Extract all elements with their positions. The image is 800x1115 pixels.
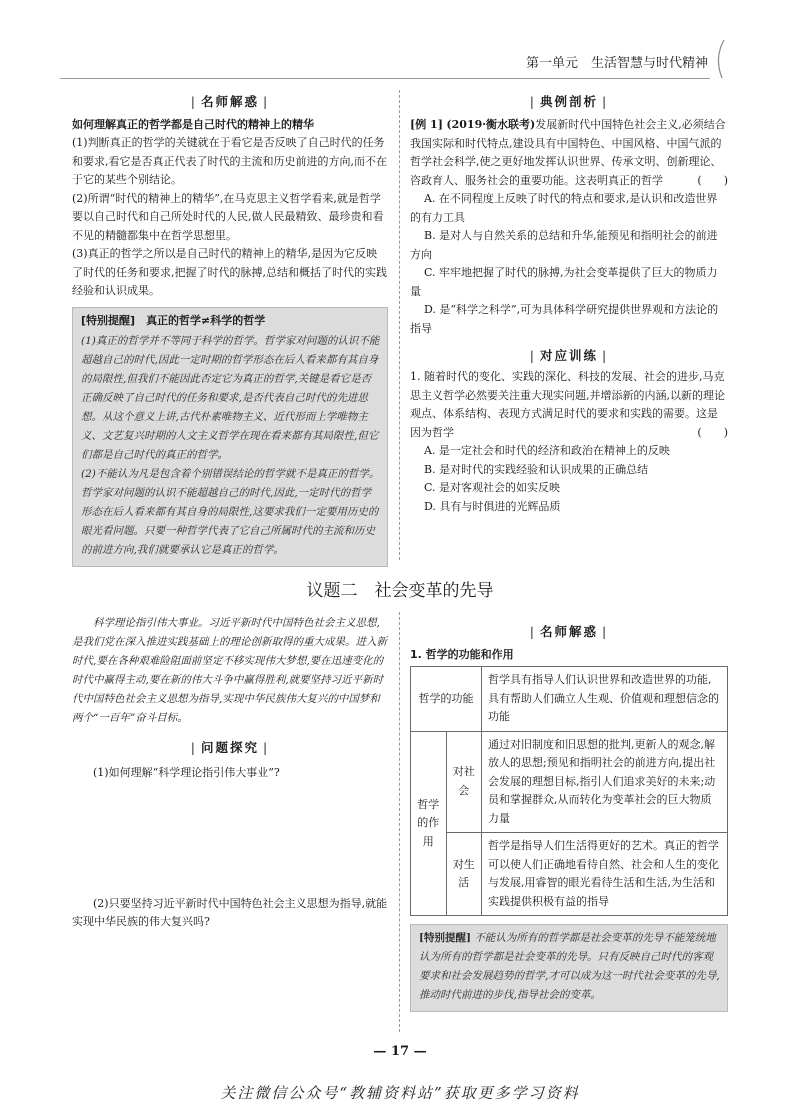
section-label: | 问题探究 |	[190, 740, 270, 755]
paragraph: (3)真正的哲学之所以是自己时代的精神上的精华,是因为它反映了时代的任务和要求,把握了时代的脉搏,总结和概括了时代的实践经验和认识成果。	[72, 247, 387, 297]
sub-text: 哲学是指导人们生活得更好的艺术。真正的哲学可以使人们正确地看待自然、社会和人生的变化与发展,用睿智的眼光看待生活和生活,为生活和实践提供积极有益的指导	[482, 833, 728, 916]
group-label: 哲学的作用	[411, 731, 447, 916]
section-label: | 名师解惑 |	[190, 94, 270, 109]
option-b: B. 是对人与自然关系的总结和升华,能预见和指明社会的前进方向	[410, 229, 718, 261]
question-heading: 如何理解真正的哲学都是自己时代的精神上的精华	[72, 118, 314, 131]
option-c: C. 是对客观社会的如实反映	[424, 481, 561, 494]
intro-paragraph: 科学理论指引伟大事业。习近平新时代中国特色社会主义思想,是我们党在深入推进实践基础上的理论创新取得的重大成果。进入新时代,要在各种艰难险阻面前坚定不移实现伟大梦想,要在迅速变化的时代中赢得主动,要在新的伟大斗争中赢得胜利,就要坚持习近平新时代中国特色社会主义思想为指导,实现中华民族伟大复兴的中国梦和两个“一百年”奋斗目标。	[72, 617, 387, 724]
option-c: C. 牢牢地把握了时代的脉搏,为社会变革提供了巨大的物质力量	[410, 266, 718, 298]
option-a: A. 是一定社会和时代的经济和政治在精神上的反映	[424, 444, 670, 457]
tip-label: [特别提醒]	[419, 932, 471, 944]
watermark: 关注微信公众号“教辅资料站”获取更多学习资料	[220, 1084, 580, 1102]
question-2: (2)只要坚持习近平新时代中国特色社会主义思想为指导,就能实现中华民族的伟大复兴吗?	[72, 896, 388, 928]
option-d: D. 是“科学之科学”,可为具体科学研究提供世界观和方法论的指导	[410, 303, 719, 335]
tip-paragraph: (1)真正的哲学并不等同于科学的哲学。哲学家对问题的认识不能超越自己的时代,因此一定时期的哲学形态在后人看来都有其自身的局限性,但我们不能因此否定它为真正的哲学,关键是看它是否正确反映了自己时代的任务和要求,是否代表自己时代的先进思想。从这个意义上讲,古代朴素唯物主义、近代形而上学唯物主义、文艺复兴时期的人文主义哲学在现在看来都有其局限性,但它们都是自己时代的真正的哲学。	[81, 334, 380, 461]
column-divider-top	[399, 90, 400, 560]
answer-paren: ( )	[697, 173, 728, 187]
option-d: D. 具有与时俱进的光辉品质	[424, 499, 561, 513]
section-label: | 名师解惑 |	[529, 624, 609, 639]
practice-stem: 1. 随着时代的变化、实践的深化、科技的发展、社会的进步,马克思主义哲学必然要关注重大现实问题,并增添新的内涵,以新的理论观点、体系结构、表现方式满足时代的要求和实践的需要。这是因为哲学 ( )	[410, 368, 728, 442]
column-divider-bottom	[399, 612, 400, 1032]
section-label: | 典例剖析 |	[529, 94, 609, 109]
table-heading: 1. 哲学的功能和作用	[410, 648, 514, 661]
sub-text: 通过对旧制度和旧思想的批判,更新人的观念,解放人的思想;预见和指明社会的前进方向,提出社会发展的理想目标,指引人们追求美好的未来;动员和掌握群众,从而转化为变革社会的巨大物质力量	[482, 731, 728, 833]
section-label: | 对应训练 |	[529, 348, 609, 363]
function-table	[410, 666, 728, 916]
option-a: A. 在不同程度上反映了时代的特点和要求,是认识和改造世界的有力工具	[410, 192, 718, 224]
special-tip-box	[72, 307, 388, 567]
special-tip-box	[410, 924, 728, 1012]
example-label: [例 1]	[410, 118, 443, 131]
paragraph: (2)所谓“时代的精神上的精华”,在马克思主义哲学看来,就是哲学要以自己时代和自己所处时代的人民,做人民最精致、最珍贵和看不见的精髓都集中在哲学思想里。	[72, 191, 384, 242]
unit-title: 第一单元 生活智慧与时代精神	[525, 56, 708, 71]
tip-paragraph: [特别提醒] 不能认为所有的哲学都是社会变革的先导不能笼统地认为所有的哲学都是社会变革的先导。只有反映自己时代的客观要求和社会发展趋势的哲学,才可以成为这一时代社会变革的先导,推动时代前进的步伐,指导社会的变革。	[419, 932, 720, 1001]
row-label: 哲学的功能	[411, 667, 482, 732]
example-stem: [例 1] (2019·衡水联考)发展新时代中国特色社会主义,必须结合我国实际和时代特点,建设具有中国特色、中国风格、中国气派的哲学社会科学,使之更好地发挥认识世界、传承文明、创新理论、咨政育人、服务社会的重要功能。这表明真正的哲学 ( )	[410, 116, 728, 190]
row-text: 哲学具有指导人们认识世界和改造世界的功能,具有帮助人们确立人生观、价值观和理想信念的功能	[482, 667, 728, 732]
sub-label: 对社会	[446, 731, 482, 833]
tip-title: [特别提醒] 真正的哲学≠科学的哲学	[81, 313, 266, 327]
option-b: B. 是对时代的实践经验和认识成果的正确总结	[424, 462, 649, 476]
topic-title: 议题二 社会变革的先导	[306, 581, 494, 601]
question-1: (1)如何理解“科学理论指引伟大事业”?	[93, 766, 280, 779]
answer-paren: ( )	[697, 425, 728, 439]
example-source: (2019·衡水联考)	[446, 118, 536, 131]
page-number: — 17 —	[373, 1044, 427, 1059]
header-curve-icon	[712, 38, 728, 80]
tip-paragraph: (2)不能认为凡是包含着个别错误结论的哲学就不是真正的哲学。哲学家对问题的认识不能超越自己的时代,因此,一定时代的哲学形态在后人看来都有其自身的局限性,这要求我们一定要用历史的眼光看问题。只要一种哲学代表了它自己所属时代的主流和历史的前进方向,我们就要承认它是真正的哲学。	[81, 467, 380, 556]
header-rule	[60, 78, 710, 79]
paragraph: (1)判断真正的哲学的关键就在于看它是否反映了自己时代的任务和要求,看它是否真正代表了时代的主流和历史前进的方向,而不在于它的某些个别结论。	[72, 136, 387, 186]
sub-label: 对生活	[446, 833, 482, 916]
